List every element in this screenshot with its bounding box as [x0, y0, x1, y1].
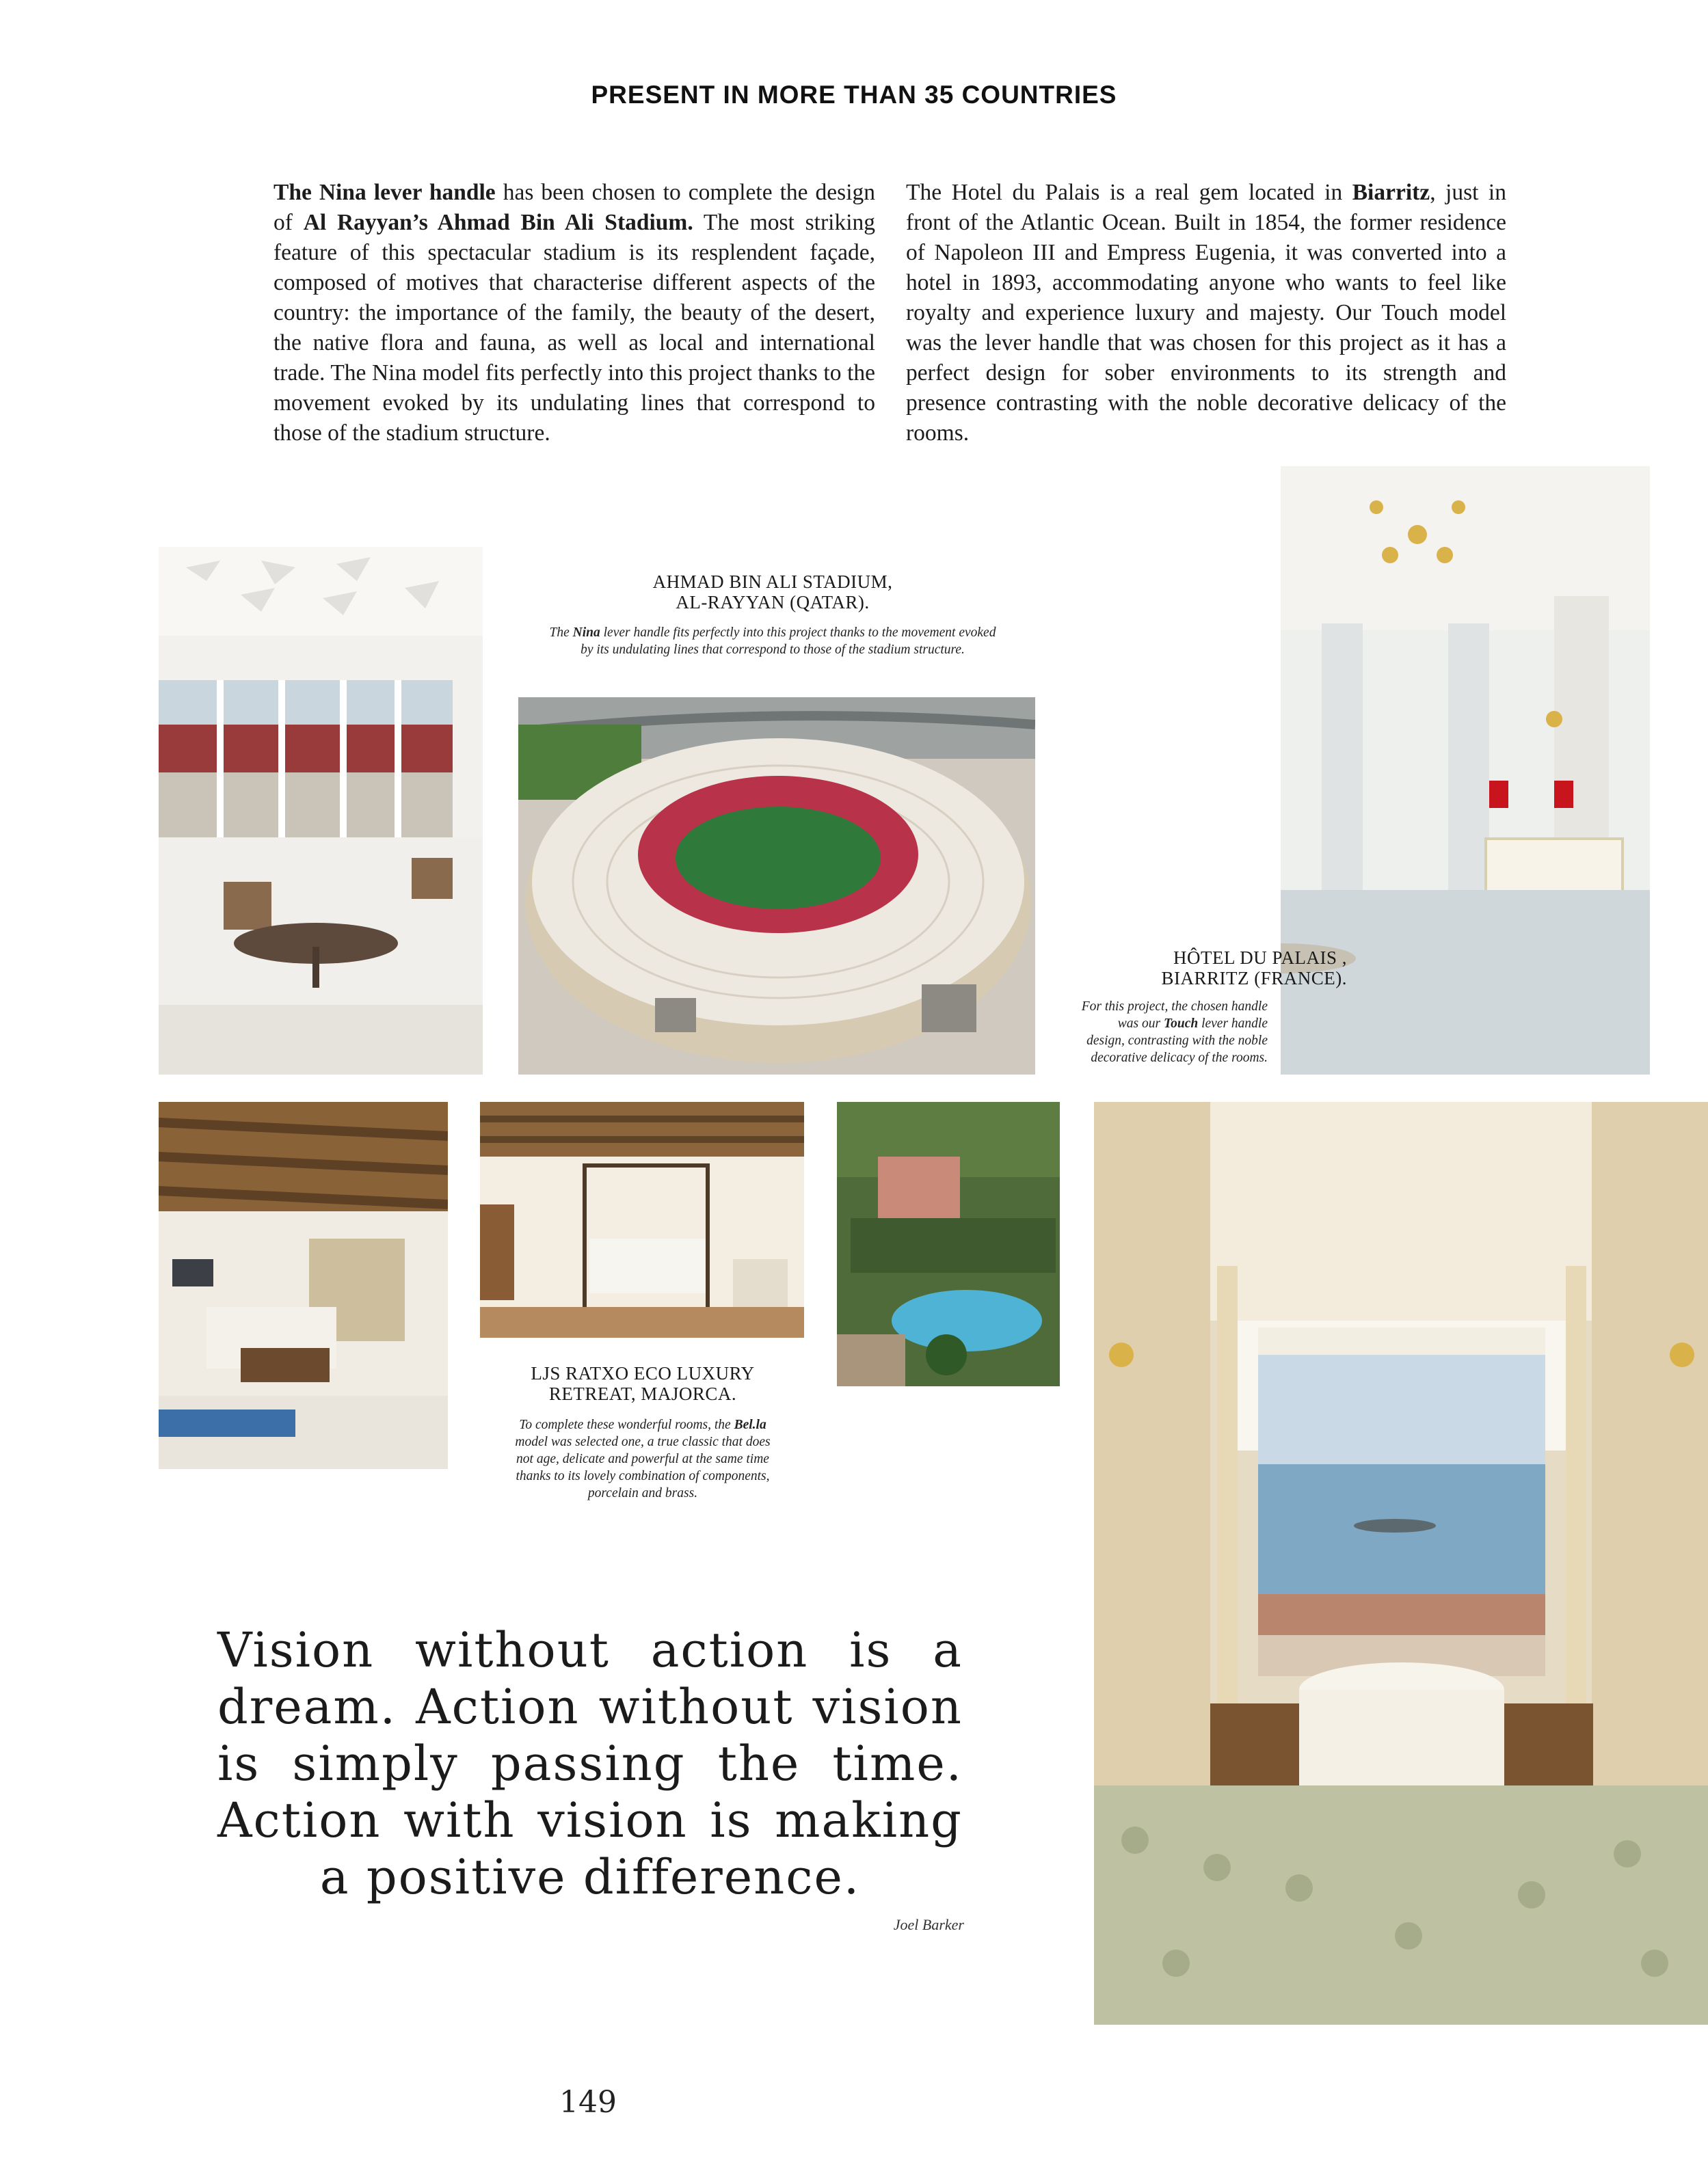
stadium-caption-pre: The [549, 625, 573, 640]
ratxo-bedroom-photo [480, 1102, 804, 1338]
ratxo-caption-text [506, 1416, 779, 1502]
ratxo-pool-photo [837, 1102, 1060, 1386]
left-text-part2: The most striking feature of this spectacular stadium is its resplendent façade, composed of motives that characterise different aspects of the country: the importance of the family, the beauty of the desert, the native flora and fauna, as well as local and international trade. The Nina model fits perfectly into this project thanks to the movement evoked by its undulating lines that correspond to those of the stadium structure. [273, 210, 876, 446]
ratxo-caption-title [479, 1363, 807, 1404]
nina-lead: The Nina lever handle [273, 180, 496, 205]
left-text-part1: has been chosen to complete the design of [273, 180, 875, 235]
stadium-caption-model: Nina [572, 625, 600, 640]
ratxo-living-room-photo [159, 1102, 448, 1469]
quote-author: Joel Barker [893, 1916, 964, 1933]
palais-caption-post: lever handle design, contrasting with the noble decorative delicacy of the rooms. [1086, 1016, 1268, 1065]
page-number: 149 [559, 2085, 617, 2120]
ratxo-caption-model: Bel.la [734, 1418, 766, 1432]
stadium-caption-line1: AHMAD BIN ALI STADIUM, [652, 571, 893, 592]
ratxo-caption-line1: LJS RATXO ECO LUXURY [531, 1363, 755, 1384]
palais-dining-photo [1094, 1102, 1708, 2025]
stadium-caption-title [602, 571, 944, 612]
ratxo-caption-post: model was selected one, a true classic that does not age, delicate and powerful at the same time thanks to its lovely combination of components, porcelain and brass. [515, 1435, 771, 1500]
ratxo-caption-pre: To complete these wonderful rooms, the [519, 1418, 734, 1432]
stadium-lounge-photo [159, 547, 483, 1075]
palais-caption-line1: HÔTEL DU PALAIS , [1173, 947, 1347, 968]
ratxo-caption-line2: RETREAT, MAJORCA. [548, 1384, 737, 1404]
stadium-aerial-photo [518, 697, 1035, 1075]
stadium-caption-post: lever handle fits perfectly into this project thanks to the movement evoked by its undulating lines that correspond to those of the stadium structure. [581, 625, 996, 657]
left-article-column [273, 178, 875, 448]
right-text-part2: , just in front of the Atlantic Ocean. Built in 1854, the former residence of Napoleon III and Empress Eugenia, it was converted into a hotel in 1893, accommodating anyone who wants to feel like royalty and experience luxury and majesty. Our Touch model was the lever handle that was chosen for this project as it has a perfect design for sober environments to its strength and presence contrasting with the noble decorative delicacy of the rooms. [906, 180, 1506, 446]
palais-caption-pre: For this project, the chosen handle was our [1081, 999, 1268, 1031]
palais-caption-model: Touch [1163, 1016, 1199, 1031]
palais-caption-line2: BIARRITZ (FRANCE). [1161, 968, 1347, 988]
page-heading: PRESENT IN MORE THAN 35 COUNTRIES [591, 81, 1117, 109]
stadium-caption-line2: AL-RAYYAN (QATAR). [676, 592, 870, 612]
right-text-part1: The Hotel du Palais is a real gem located in [906, 180, 1352, 205]
city-name: Biarritz [1352, 180, 1430, 205]
stadium-caption-text [547, 624, 998, 658]
palais-caption-title [1039, 947, 1347, 988]
right-article-column [906, 178, 1506, 448]
stadium-name: Al Rayyan’s Ahmad Bin Ali Stadium. [303, 210, 693, 235]
palais-caption-text [1080, 998, 1268, 1066]
quote-text: Vision without action is a dream. Action without vision is simply passing the time. Action with vision is making a positive difference. [217, 1622, 963, 1905]
